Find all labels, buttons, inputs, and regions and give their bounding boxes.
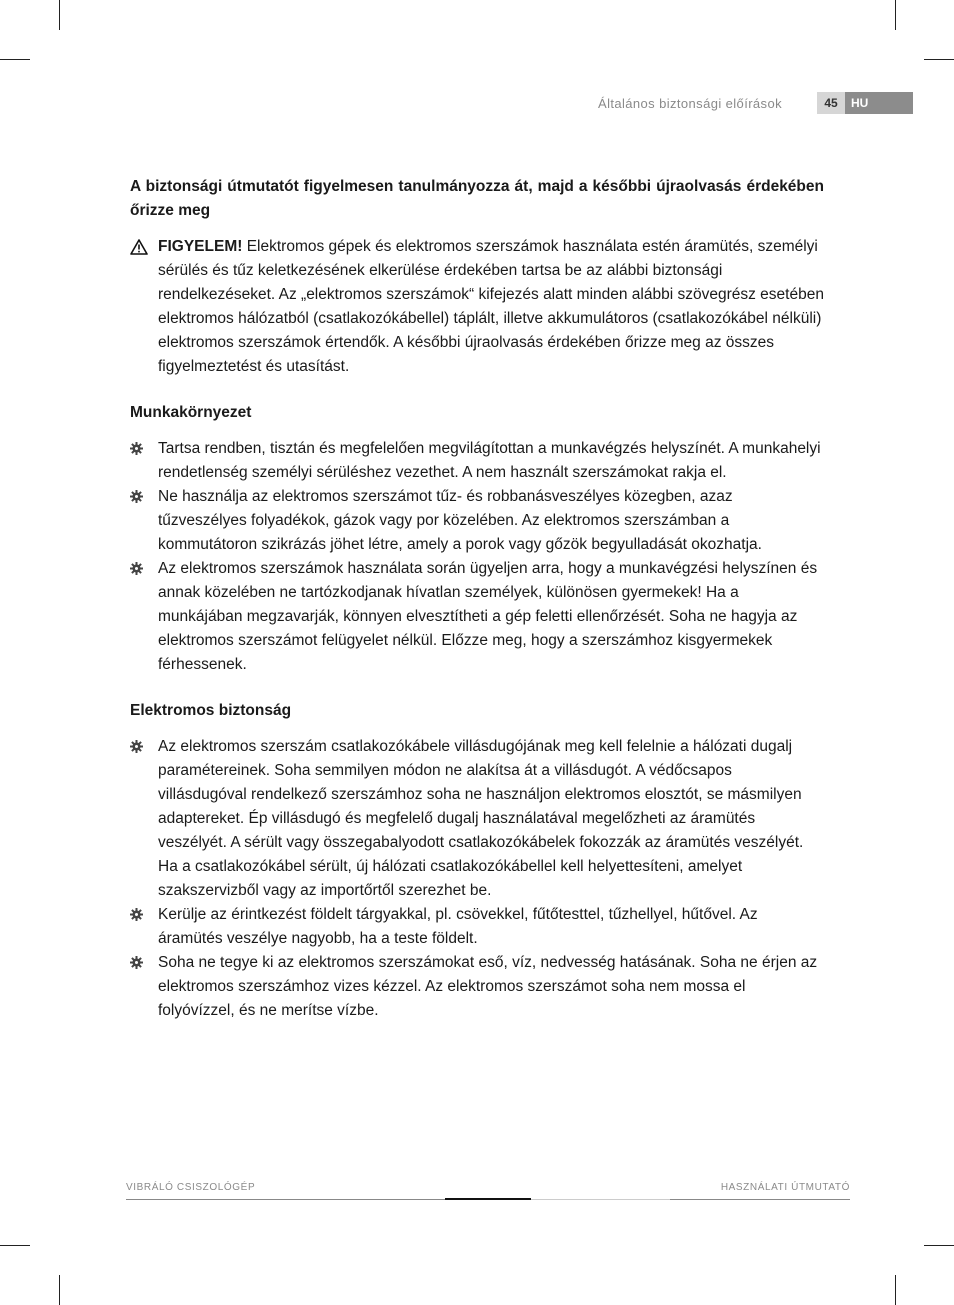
list-item-text: Az elektromos szerszám csatlakozókábele villásdugójának meg kell felelnie a hálózati dugalj paramétereinek. Soha semmilyen módon ne alakítsa át a villásdugót. A védőcsapos villásdugóval rendelkező szerszámhoz soha ne használjon elektromos elosztót, se másmilyen adaptereket. Ép villásdugó és megfelelő dugalj használatával megelőzheti az áramütés veszélyét. A sérült vagy összegabalyodott csatlakozókábelek fokozzák az áramütés veszélyét. Ha a csatlakozókábel sérült, új hálózati csatlakozókábellel kell helyettesíteni, amelyet szakszervizből vagy az importőrtől szerezhet be. — [158, 738, 804, 899]
crop-mark — [895, 1275, 896, 1305]
list-item-text: Ne használja az elektromos szerszámot tűz- és robbanásveszélyes közegben, azaz tűzveszélyes folyadékok, gázok vagy por közelében. Az elektromos szerszámban a kommutátoron szikrázás jöhet létre, amely a porok vagy gőzök begyulladását okozhatja. — [158, 488, 762, 553]
warning-triangle-icon — [130, 239, 148, 255]
crop-mark — [59, 0, 60, 30]
warning-label: FIGYELEM! — [158, 238, 243, 255]
crop-mark — [59, 1275, 60, 1305]
list-item-text: Kerülje az érintkezést földelt tárgyakkal, pl. csövekkel, fűtőtesttel, tűzhellyel, hűtővel. Az áramütés veszélye nagyobb, ha a teste földelt. — [158, 906, 758, 947]
gear-bullet-icon — [130, 562, 143, 575]
list-item — [130, 735, 824, 903]
gear-bullet-icon — [130, 442, 143, 455]
list-item — [130, 903, 824, 951]
gear-bullet-icon — [130, 490, 143, 503]
list-item — [130, 437, 824, 485]
warning-text: Elektromos gépek és elektromos szerszámok használata estén áramütés, személyi sérülés és tűz keletkezésének elkerülése érdekében tartsa be az alábbi biztonsági rendelkezéseket. Az „elektromos szerszámok“ kifejezés alatt minden alábbi szövegrész esetében elektromos hálózatból (csatlakozókábellel) táplált, illetve akkumulátoros (csatlakozókábel nélküli) elektromos szerszámok értendők. A későbbi újraolvasás érdekében őrizze meg az összes figyelmeztetést és utasítást. — [158, 238, 824, 375]
page-number: 45 — [817, 92, 845, 114]
section-heading: Munkakörnyezet — [130, 404, 252, 421]
language-tab: HU — [845, 92, 913, 114]
page-content — [130, 175, 824, 1045]
crop-mark — [895, 0, 896, 30]
footer-doc-type: HASZNÁLATI ÚTMUTATÓ — [720, 1182, 850, 1193]
gear-bullet-icon — [130, 956, 143, 969]
page-badge — [817, 92, 913, 114]
list-item — [130, 485, 824, 557]
crop-mark — [924, 1245, 954, 1246]
crop-mark — [0, 59, 30, 60]
section-list — [130, 735, 824, 1023]
footer-rule — [126, 1198, 850, 1200]
warning-block — [130, 235, 824, 379]
list-item — [130, 557, 824, 677]
crop-mark — [924, 59, 954, 60]
list-item-text: Soha ne tegye ki az elektromos szerszámokat eső, víz, nedvesség hatásának. Soha ne érjen az elektromos szerszámhoz vizes kézzel. Az elektromos szerszámot soha nem mossa el folyóvízzel, és ne merítse vízbe. — [158, 954, 818, 1019]
list-item-text: Az elektromos szerszámok használata során ügyeljen arra, hogy a munkavégzési helyszínen és annak közelében ne tartózkodjanak hívatlan személyek, különösen gyermekek! Ha a munkájában megzavarják, könnyen elvesztítheti a gép feletti ellenőrzését. Soha ne hagyja az elektromos szerszámot felügyelet nélkül. Előzze meg, hogy a szerszámhoz kisgyermekek férhessenek. — [158, 560, 818, 673]
crop-mark — [0, 1245, 30, 1246]
running-header-title: Általános biztonsági előírások — [598, 96, 782, 111]
section-list — [130, 437, 824, 677]
list-item — [130, 951, 824, 1023]
list-item-text: Tartsa rendben, tisztán és megfelelően megvilágítottan a munkavégzés helyszínét. A munkahelyi rendetlenség személyi sérüléshez vezethet. A nem használt szerszámokat rakja el. — [158, 440, 821, 481]
gear-bullet-icon — [130, 908, 143, 921]
intro-heading: A biztonsági útmutatót figyelmesen tanulmányozza át, majd a későbbi újraolvasás érdekében őrizze meg — [130, 178, 824, 219]
section-heading: Elektromos biztonság — [130, 702, 292, 719]
gear-bullet-icon — [130, 740, 143, 753]
footer-product-name: VIBRÁLÓ CSISZOLÓGÉP — [126, 1182, 256, 1193]
